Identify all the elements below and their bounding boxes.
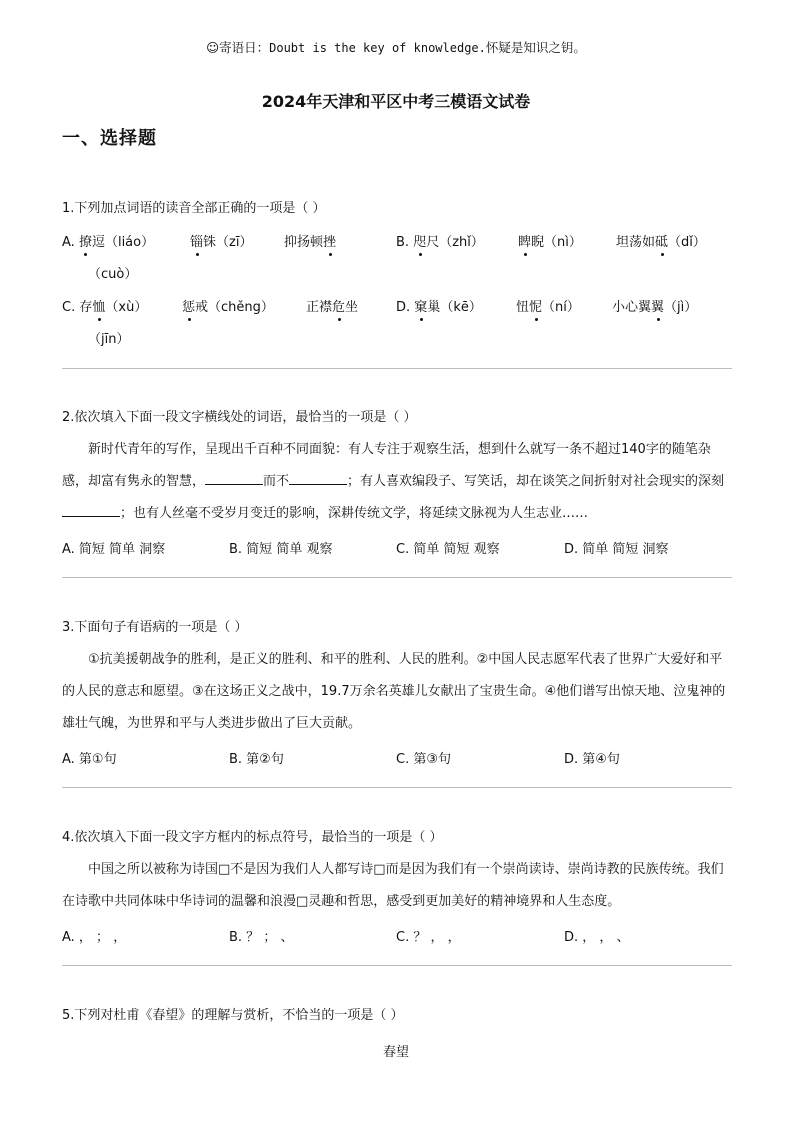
q1-option-b: B. 咫尺（zhǐ） xyxy=(396,231,484,250)
answer-blank-3 xyxy=(62,504,120,517)
section-heading: 一、选择题 xyxy=(62,128,157,149)
q2-option-c: C. 简单 简短 观察 xyxy=(396,542,500,557)
q1-option-b-word3: 坦荡如砥（dǐ） xyxy=(616,231,706,250)
q2-option-b: B. 简短 简单 观察 xyxy=(229,542,333,557)
q3-option-b: B. 第②句 xyxy=(229,752,284,767)
question-5-stem: 5.下列对杜甫《春望》的理解与赏析，不恰当的一项是（ ） xyxy=(62,1008,404,1023)
motto-english: Doubt is the key of knowledge. xyxy=(269,41,486,55)
poem-title: 春望 xyxy=(382,1045,409,1060)
q4-option-a: A. ， ； ， xyxy=(62,930,127,945)
q1-option-d: D. 窠巢（kē） xyxy=(396,296,482,315)
q2-option-a: A. 简短 简单 洞察 xyxy=(62,542,166,557)
answer-blank-1 xyxy=(205,472,263,485)
page-title: 2024年天津和平区中考三模语文试卷 xyxy=(261,92,531,111)
q3-option-c: C. 第③句 xyxy=(396,752,451,767)
q4-option-d: D. ， ， 、 xyxy=(564,930,630,945)
q3-option-d: D. 第④句 xyxy=(564,752,620,767)
q1-option-c: C. 存恤（xù） xyxy=(62,296,147,315)
q1-option-c-word3: 正襟危坐 xyxy=(306,296,358,315)
q1-option-d-word2: 忸怩（ní） xyxy=(516,296,580,315)
q1-option-b-wrap: （cuò） xyxy=(88,267,138,282)
q4-option-c: C. ？ ， ， xyxy=(396,930,461,945)
divider xyxy=(62,577,732,578)
divider xyxy=(62,368,732,369)
divider xyxy=(62,965,732,966)
q2-option-d: D. 简单 简短 洞察 xyxy=(564,542,669,557)
motto-chinese: 怀疑是知识之钥。 xyxy=(485,40,586,55)
question-4-passage: 中国之所以被称为诗国□不是因为我们人人都写诗□而是因为我们有一个崇尚读诗、崇尚诗教的民族传统。我们在诗歌中共同体味中华诗词的温馨和浪漫□灵趣和哲思，感受到更加美好的精神境界和人生态度。 xyxy=(62,862,724,909)
q1-option-c-wrap: （jīn） xyxy=(88,332,130,347)
q4-option-b: B. ？ ； 、 xyxy=(229,930,294,945)
divider xyxy=(62,787,732,788)
q3-option-a: A. 第①句 xyxy=(62,752,117,767)
q1-option-d-word3: 小心翼翼（jì） xyxy=(612,296,697,315)
question-3-passage: ①抗美援朝战争的胜利，是正义的胜利、和平的胜利、人民的胜利。②中国人民志愿军代表了世界广大爱好和平的人民的意志和愿望。③在这场正义之战中，19.7万余名英雄儿女献出了宝贵生命。④他们谱写出惊天地、泣鬼神的雄壮气魄，为世界和平与人类进步做出了巨大贡献。 xyxy=(62,652,726,731)
q1-option-a: A. 撩逗（liáo） xyxy=(62,231,154,250)
motto-line xyxy=(0,38,792,56)
answer-blank-2 xyxy=(289,472,347,485)
motto-prefix: ☺寄语日： xyxy=(206,40,270,55)
question-2-stem: 2.依次填入下面一段文字横线处的词语，最恰当的一项是（ ） xyxy=(62,410,417,425)
question-3-stem: 3.下面句子有语病的一项是（ ） xyxy=(62,620,248,635)
question-2-passage: 新时代青年的写作，呈现出千百种不同面貌：有人专注于观察生活，想到什么就写一条不超过140字的随笔杂感，却富有隽永的智慧， 而不 ；有人喜欢编段子、写笑话，却在谈笑之间折射对社会现实的深刻；也有人丝毫不受岁月变迁的影响，深耕传统文学，将延续文脉视为人生志业…… xyxy=(62,442,725,521)
q1-option-a-word3: 抑扬顿挫 xyxy=(284,231,336,250)
question-1-stem: 1.下列加点词语的读音全部正确的一项是（ ） xyxy=(62,201,326,216)
q1-option-a-word2: 锱铢（zī） xyxy=(190,231,252,250)
q1-option-c-word2: 惩戒（chěng） xyxy=(182,296,274,315)
q1-option-b-word2: 睥睨（nì） xyxy=(518,231,582,250)
question-4-stem: 4.依次填入下面一段文字方框内的标点符号，最恰当的一项是（ ） xyxy=(62,830,443,845)
